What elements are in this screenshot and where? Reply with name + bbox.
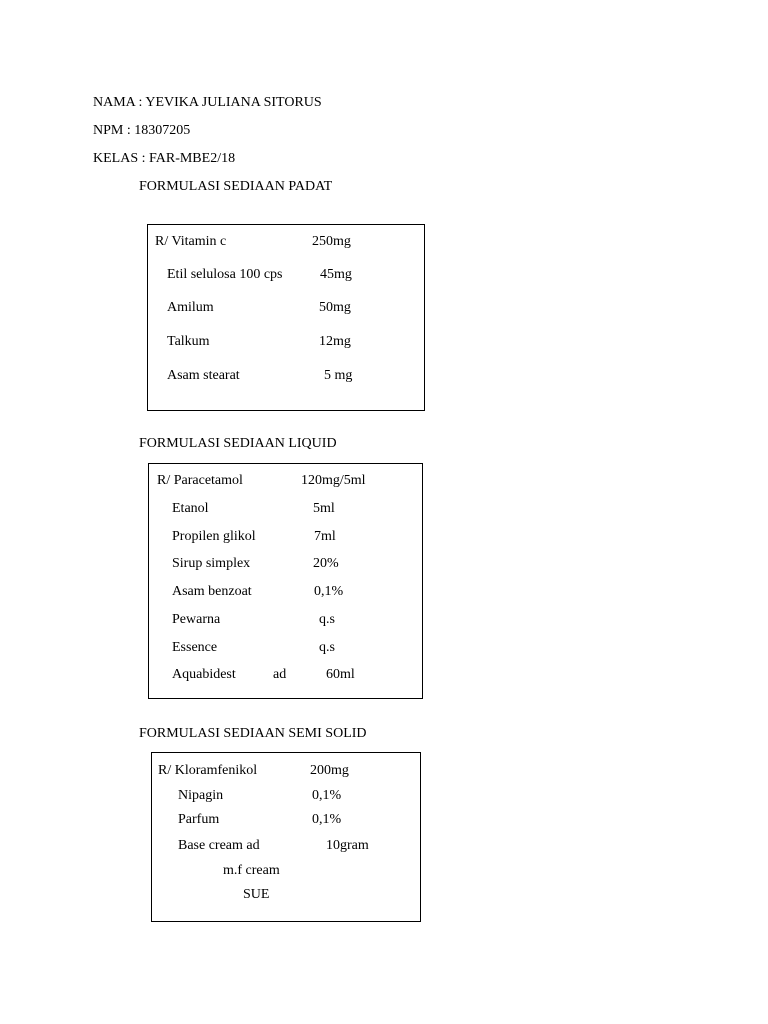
ingredient-name: R/ Paracetamol [157, 473, 243, 488]
student-class: KELAS : FAR-MBE2/18 [93, 151, 236, 166]
ingredient-amount: 120mg/5ml [301, 473, 366, 488]
ingredient-amount: 20% [313, 556, 339, 571]
ingredient-amount: 0,1% [314, 584, 344, 599]
ingredient-ad: ad [273, 667, 287, 682]
ingredient-amount: q.s [319, 640, 335, 655]
ingredient-amount: 10gram [326, 838, 369, 853]
ingredient-name: Parfum [178, 812, 220, 827]
ingredient-name: Pewarna [172, 612, 221, 627]
student-npm: NPM : 18307205 [93, 123, 191, 138]
ingredient-name: R/ Kloramfenikol [158, 763, 258, 778]
ingredient-name: Asam stearat [167, 368, 240, 383]
ingredient-amount: 0,1% [312, 812, 342, 827]
ingredient-name: Amilum [167, 300, 214, 315]
ingredient-name: Etanol [172, 501, 209, 516]
ingredient-name: Nipagin [178, 788, 224, 803]
ingredient-amount: 250mg [312, 234, 351, 249]
student-name: NAMA : YEVIKA JULIANA SITORUS [93, 95, 322, 110]
ingredient-name: Asam benzoat [172, 584, 252, 599]
ingredient-name: Propilen glikol [172, 529, 256, 544]
ingredient-amount: 5ml [313, 501, 335, 516]
signa-instruction: SUE [243, 887, 270, 902]
section-title-liquid: FORMULASI SEDIAAN LIQUID [139, 436, 337, 451]
ingredient-name: Base cream ad [178, 838, 260, 853]
ingredient-name: Essence [172, 640, 218, 655]
formula-box-semi-solid [151, 752, 421, 922]
formula-box-padat [147, 224, 425, 411]
ingredient-amount: 7ml [314, 529, 336, 544]
section-title-padat: FORMULASI SEDIAAN PADAT [139, 179, 333, 194]
ingredient-name: Sirup simplex [172, 556, 251, 571]
ingredient-amount: 45mg [320, 267, 352, 282]
ingredient-amount: q.s [319, 612, 335, 627]
ingredient-amount: 12mg [319, 334, 351, 349]
formula-box-liquid [148, 463, 423, 699]
ingredient-name: Etil selulosa 100 cps [167, 267, 283, 282]
section-title-semi-solid: FORMULASI SEDIAAN SEMI SOLID [139, 726, 367, 741]
ingredient-amount: 200mg [310, 763, 349, 778]
ingredient-name: R/ Vitamin c [155, 234, 227, 249]
ingredient-name: Talkum [167, 334, 210, 349]
ingredient-amount: 60ml [326, 667, 355, 682]
ingredient-amount: 0,1% [312, 788, 342, 803]
mf-instruction: m.f cream [223, 863, 280, 878]
ingredient-name: Aquabidest [172, 667, 236, 682]
ingredient-amount: 50mg [319, 300, 351, 315]
ingredient-amount: 5 mg [324, 368, 353, 383]
